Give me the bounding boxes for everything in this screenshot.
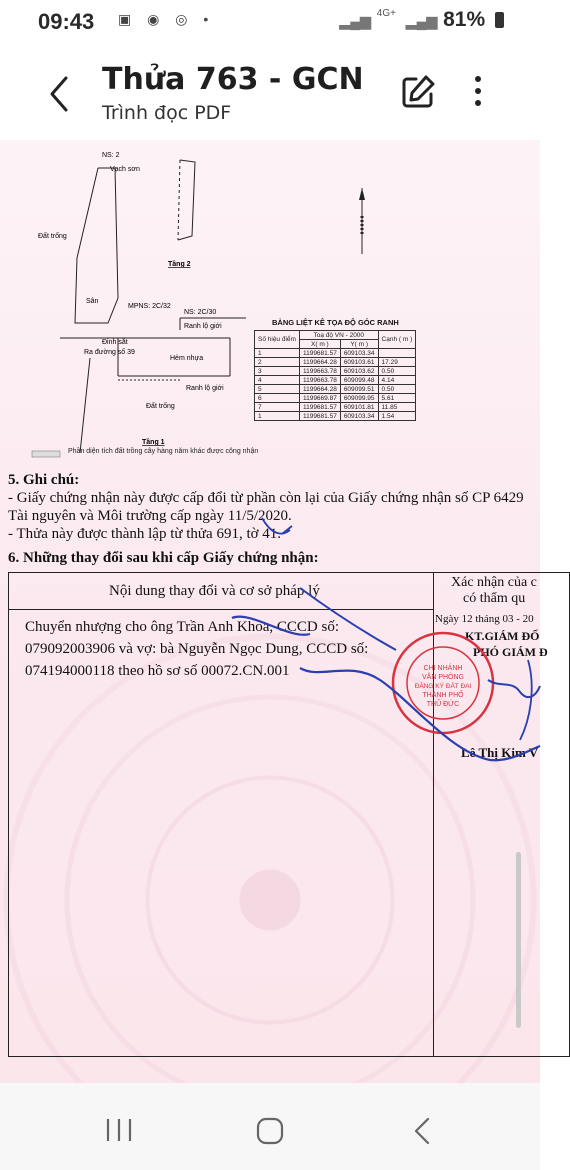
more-options-button[interactable] bbox=[466, 72, 490, 112]
cell: 1199681.57 bbox=[299, 412, 340, 421]
cell: 609099.95 bbox=[340, 394, 378, 403]
battery-icon bbox=[495, 12, 504, 28]
page-subtitle: Trình đọc PDF bbox=[102, 102, 232, 124]
land-plot-drawing bbox=[20, 148, 270, 458]
network-type: 4G+ bbox=[376, 8, 396, 19]
home-icon bbox=[256, 1117, 284, 1145]
more-vert-icon bbox=[466, 72, 490, 112]
section5-heading: 5. Ghi chú: bbox=[8, 472, 80, 488]
drawing-label-ranh-lo-gioi-2: Ranh lộ giới bbox=[186, 385, 224, 392]
col1-header: Nội dung thay đổi và cơ sở pháp lý bbox=[109, 583, 320, 599]
cell: 1.54 bbox=[378, 412, 416, 421]
home-button[interactable] bbox=[256, 1117, 284, 1145]
coord-header-edge: Cạnh ( m ) bbox=[378, 331, 416, 349]
table-row bbox=[255, 412, 416, 421]
status-bar bbox=[0, 0, 540, 42]
cell: 11.85 bbox=[378, 403, 416, 412]
nav-back-icon bbox=[412, 1117, 432, 1145]
drawing-label-dinh-sat: Đinh sắt bbox=[102, 339, 128, 346]
cell: 7 bbox=[255, 403, 300, 412]
cell: 1 bbox=[255, 349, 300, 358]
scrollbar-thumb[interactable] bbox=[516, 852, 521, 1028]
coord-header-point: Số hiệu điểm bbox=[255, 331, 300, 349]
back-button[interactable] bbox=[40, 72, 80, 116]
recent-apps-icon bbox=[104, 1117, 134, 1143]
coord-table-title: BẢNG LIỆT KÊ TỌA ĐỘ GÓC RANH bbox=[272, 318, 399, 327]
table-row bbox=[255, 349, 416, 358]
drawing-label-ns2: NS: 2 bbox=[102, 152, 120, 159]
stamp-text-2: VĂN PHÒNG bbox=[421, 674, 465, 681]
nav-back-button[interactable] bbox=[412, 1117, 432, 1145]
cell: 609103.61 bbox=[340, 358, 378, 367]
legend-swatch bbox=[32, 451, 60, 457]
cell: 609103.34 bbox=[340, 349, 378, 358]
coord-header-y: Y( m ) bbox=[340, 340, 378, 349]
cell bbox=[378, 349, 416, 358]
section5-line3: - Thửa này được thành lập từ thửa 691, tờ 41. bbox=[8, 526, 282, 542]
drawing-label-ns-2c30: NS: 2C/30 bbox=[184, 309, 217, 316]
drawing-label-san: Sân bbox=[86, 298, 99, 305]
change-date: Ngày 12 tháng 03 - 20 bbox=[435, 613, 534, 625]
cell: 1199669.87 bbox=[299, 394, 340, 403]
drawing-label-mpns: MPNS: 2C/32 bbox=[128, 303, 171, 310]
cell: 609099.51 bbox=[340, 385, 378, 394]
table-row bbox=[255, 403, 416, 412]
drawing-label-tang2: Tầng 2 bbox=[168, 261, 191, 268]
drawing-label-ranh-lo-gioi-1: Ranh lộ giới bbox=[184, 323, 222, 330]
notification-icons: ▣ ◉ ◎ • bbox=[118, 11, 215, 27]
cell: 1199681.57 bbox=[299, 349, 340, 358]
cell: 2 bbox=[255, 358, 300, 367]
coord-table bbox=[254, 330, 416, 421]
signer-title-2: PHÓ GIÁM Đ bbox=[473, 645, 548, 659]
change-content-line1: Chuyển nhượng cho ông Trần Anh Khoa, CCCD số: bbox=[25, 619, 339, 635]
cell: 17.29 bbox=[378, 358, 416, 367]
section5-line2: Tài nguyên và Môi trường cấp ngày 11/5/2020. bbox=[8, 508, 292, 524]
drawing-label-hem-nhua: Hẻm nhựa bbox=[170, 355, 204, 362]
cell: 5 bbox=[255, 385, 300, 394]
edit-icon bbox=[398, 72, 438, 112]
cell: 6 bbox=[255, 394, 300, 403]
section6-heading: 6. Những thay đổi sau khi cấp Giấy chứng nhận: bbox=[8, 550, 319, 566]
cell: 4 bbox=[255, 376, 300, 385]
cell: 1199663.78 bbox=[299, 367, 340, 376]
change-content-line2: 079092003906 và vợ: bà Nguyễn Ngọc Dung, CCCD số: bbox=[25, 641, 369, 657]
drawing-label-tang1: Tầng 1 bbox=[142, 439, 165, 446]
table-divider bbox=[9, 609, 433, 610]
cell: 1199663.78 bbox=[299, 376, 340, 385]
app-header bbox=[0, 42, 540, 138]
stamp-text-4: THÀNH PHỐ bbox=[422, 692, 464, 699]
drawing-label-dat-trong-2: Đất trống bbox=[146, 403, 175, 410]
cell: 4.14 bbox=[378, 376, 416, 385]
cell: 1 bbox=[255, 412, 300, 421]
system-nav-bar bbox=[0, 1083, 540, 1170]
stamp-text-3: ĐĂNG KÝ ĐẤT ĐAI bbox=[414, 683, 472, 690]
drawing-label-vach-son: Vạch sơn bbox=[110, 166, 140, 173]
change-content-line3: 074194000118 theo hồ sơ số 00072.CN.001 bbox=[25, 663, 290, 679]
coord-header-x: X( m ) bbox=[299, 340, 340, 349]
cell: 0.50 bbox=[378, 385, 416, 394]
signal-icon-2: ▂▄▆ bbox=[405, 13, 438, 29]
pdf-page-view[interactable] bbox=[0, 140, 548, 1083]
cell: 3 bbox=[255, 367, 300, 376]
col2-header-1: Xác nhận của c bbox=[451, 575, 537, 590]
cell: 1199664.28 bbox=[299, 358, 340, 367]
stamp-text-1: CHI NHÁNH bbox=[423, 665, 463, 672]
cell: 609099.48 bbox=[340, 376, 378, 385]
cell: 0.50 bbox=[378, 367, 416, 376]
north-arrow-icon bbox=[356, 186, 368, 256]
signer-title-1: KT.GIÁM ĐỐ bbox=[465, 629, 540, 643]
section5-line1: - Giấy chứng nhận này được cấp đổi từ phần còn lại của Giấy chứng nhận số CP 6429 bbox=[8, 490, 524, 506]
drawing-legend-text: Phần diện tích đất trồng cây hàng năm khác được công nhận bbox=[68, 448, 259, 455]
signal-icon: ▂▄▆ bbox=[339, 13, 371, 29]
table-row bbox=[255, 376, 416, 385]
cell: 1199681.57 bbox=[299, 403, 340, 412]
table-row bbox=[255, 385, 416, 394]
col2-header-2: có thẩm qu bbox=[463, 591, 526, 606]
cell: 609103.62 bbox=[340, 367, 378, 376]
cell: 5.61 bbox=[378, 394, 416, 403]
battery-percent: 81% bbox=[443, 8, 486, 31]
drawing-label-ra-duong: Ra đường số 39 bbox=[84, 349, 135, 356]
page-title: Thửa 763 - GCN bbox=[102, 62, 364, 97]
cell: 609101.81 bbox=[340, 403, 378, 412]
recent-apps-button[interactable] bbox=[104, 1117, 134, 1143]
table-row bbox=[255, 358, 416, 367]
stamp-text-5: THỦ ĐỨC bbox=[426, 701, 460, 708]
status-right bbox=[340, 8, 505, 32]
edit-button[interactable] bbox=[398, 72, 438, 112]
table-row bbox=[255, 367, 416, 376]
cell: 1199664.28 bbox=[299, 385, 340, 394]
official-stamp bbox=[388, 628, 498, 738]
coord-header-system: Toạ độ VN - 2000 bbox=[299, 331, 378, 340]
cell: 609103.34 bbox=[340, 412, 378, 421]
status-time: 09:43 bbox=[38, 9, 95, 34]
drawing-label-dat-trong-1: Đất trống bbox=[38, 233, 67, 240]
back-arrow-icon bbox=[40, 72, 80, 116]
signer-name: Lê Thị Kim V bbox=[461, 745, 539, 760]
table-row bbox=[255, 394, 416, 403]
